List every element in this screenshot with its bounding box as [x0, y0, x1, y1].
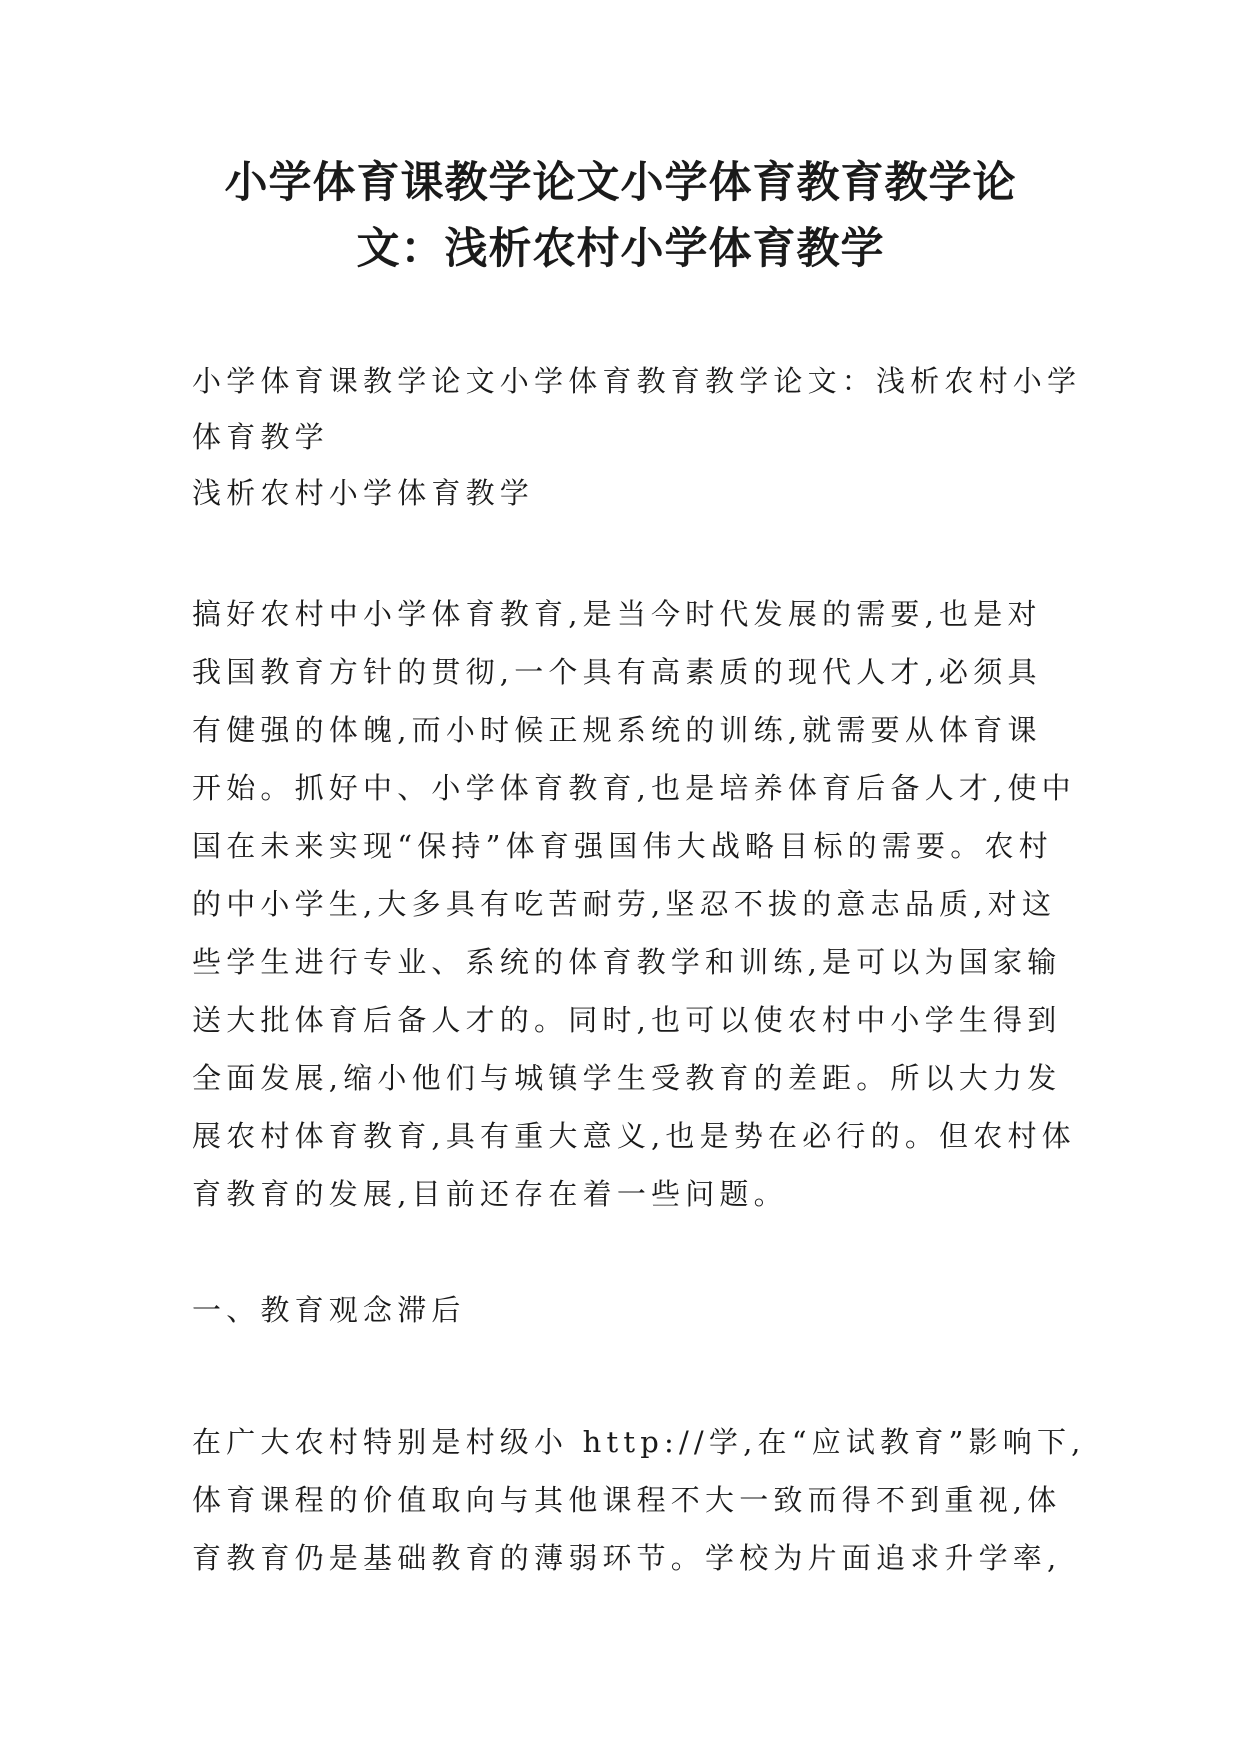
- paragraph-line: 送大批体育后备人才的。同时,也可以使农村中小学生得到: [192, 1003, 1062, 1037]
- paragraph-line: 我国教育方针的贯彻,一个具有高素质的现代人才,必须具: [192, 655, 1042, 689]
- title-line: 小学体育课教学论文小学体育教育教学论: [224, 158, 1017, 208]
- subtitle-line: 小学体育课教学论文小学体育教育教学论文：浅析农村小学: [192, 364, 1082, 398]
- paragraph-line: 有健强的体魄,而小时候正规系统的训练,就需要从体育课: [192, 713, 1042, 747]
- section-heading-text: 一、教育观念滞后: [192, 1293, 466, 1327]
- paragraph-line: 些学生进行专业、系统的体育教学和训练,是可以为国家输: [192, 945, 1062, 979]
- paragraph-line: 在广大农村特别是村级小 http://学,在“应试教育”影响下,: [192, 1425, 1086, 1459]
- subtitle-line: 浅析农村小学体育教学: [192, 476, 535, 510]
- paragraph-line: 国在未来实现“保持”体育强国伟大战略目标的需要。农村: [192, 829, 1053, 863]
- paragraph-line: 的中小学生,大多具有吃苦耐劳,坚忍不拔的意志品质,对这: [192, 887, 1057, 921]
- paragraph-line: 开始。抓好中、小学体育教育,也是培养体育后备人才,使中: [192, 771, 1076, 805]
- paragraph-line: 育教育的发展,目前还存在着一些问题。: [192, 1177, 788, 1211]
- paragraph-line: 育教育仍是基础教育的薄弱环节。学校为片面追求升学率,: [192, 1541, 1062, 1575]
- intro-paragraph: [192, 585, 1076, 1223]
- paragraph-line: 全面发展,缩小他们与城镇学生受教育的差距。所以大力发: [192, 1061, 1062, 1095]
- section-paragraph: [192, 1413, 1086, 1587]
- section-heading: [192, 1281, 1057, 1339]
- subtitle-line: 体育教学: [192, 420, 329, 454]
- title-line: 文：浅析农村小学体育教学: [356, 224, 885, 274]
- paragraph-line: 展农村体育教育,具有重大意义,也是势在必行的。但农村体: [192, 1119, 1076, 1153]
- paragraph-line: 体育课程的价值取向与其他课程不大一致而得不到重视,体: [192, 1483, 1062, 1517]
- paragraph-line: 搞好农村中小学体育教育,是当今时代发展的需要,也是对: [192, 597, 1042, 631]
- subtitle-block: [192, 353, 1082, 521]
- document-title: [170, 150, 1071, 282]
